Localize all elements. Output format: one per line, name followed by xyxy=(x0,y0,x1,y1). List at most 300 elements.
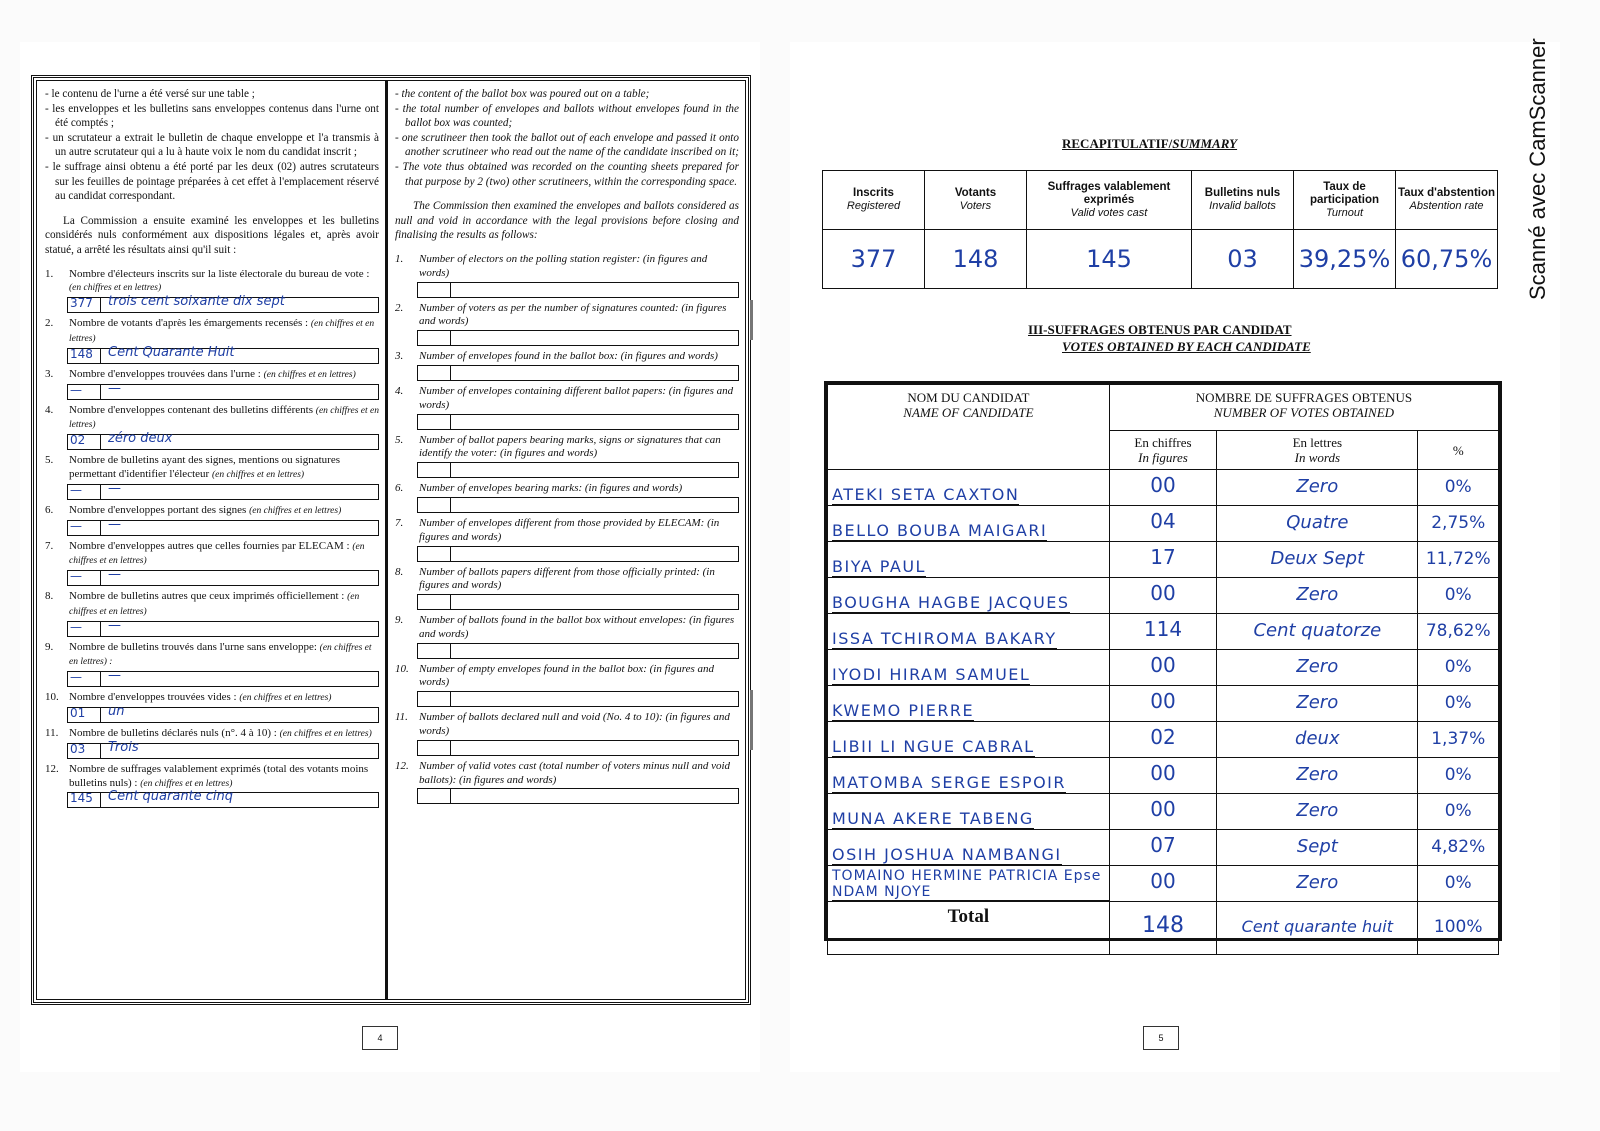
answer-figure-cell xyxy=(418,498,451,512)
candidate-percent: 2,75% xyxy=(1431,512,1486,533)
candidate-percent-cell xyxy=(1418,506,1499,542)
candidate-row xyxy=(828,650,1499,686)
col-header-votes: NOMBRE DE SUFFRAGES OBTENUS NUMBER OF VOTES OBTAINED xyxy=(1109,385,1498,431)
en-item xyxy=(395,253,739,298)
en-item-question xyxy=(395,253,739,281)
candidate-words: Deux Sept xyxy=(1270,547,1365,569)
item-note: (en chiffres et en lettres) xyxy=(279,729,372,740)
fr-commission-text: La Commission a ensuite examiné les enveloppes et les bulletins considérés nuls conformément aux dispositions légales et, après avoir statué, a arrêté les résultats ainsi qu'il suit : xyxy=(45,214,379,256)
en-item-question xyxy=(395,614,739,642)
candidate-name: BELLO BOUBA MAIGARI xyxy=(832,521,1048,540)
fr-item xyxy=(45,727,379,759)
en-item-question xyxy=(395,385,739,413)
answer-words: trois cent soixante dix sept xyxy=(108,294,285,310)
summary-title-fr: RECAPITULATIF/ xyxy=(1062,136,1173,151)
candidate-figures: 07 xyxy=(1150,833,1176,857)
item-note: (en chiffres et en lettres) xyxy=(249,505,342,516)
candidate-words-cell xyxy=(1217,650,1418,686)
fr-item-question xyxy=(45,317,379,347)
en-item-question xyxy=(395,302,739,330)
candidate-name: BOUGHA HAGBE JACQUES xyxy=(832,593,1070,612)
answer-words: — xyxy=(108,380,121,396)
item-question-text: Nombre d'électeurs inscrits sur la liste électorale du bureau de vote : xyxy=(69,267,370,280)
en-intro-line: - the total number of envelopes and ballots without envelopes found in the ballot box was counted; xyxy=(395,102,739,130)
candidate-words: Quatre xyxy=(1286,511,1349,533)
candidate-figures: 04 xyxy=(1150,509,1176,533)
candidate-name: KWEMO PIERRE xyxy=(832,701,975,720)
column-divider xyxy=(385,81,388,999)
total-percent: 100% xyxy=(1418,902,1499,955)
fr-item xyxy=(45,641,379,688)
candidate-name: LIBII LI NGUE CABRAL xyxy=(832,737,1035,756)
candidate-percent-cell xyxy=(1418,758,1499,794)
candidate-figures: 17 xyxy=(1150,545,1176,569)
col-header-name: NOM DU CANDIDAT NAME OF CANDIDATE xyxy=(828,385,1110,470)
candidate-percent-cell xyxy=(1418,614,1499,650)
answer-field[interactable] xyxy=(67,516,379,536)
fr-item xyxy=(45,504,379,536)
fr-item-question xyxy=(45,504,379,519)
candidate-words: Zero xyxy=(1296,799,1339,821)
candidate-row xyxy=(828,614,1499,650)
total-label: Total xyxy=(947,906,990,927)
item-number: 10. xyxy=(45,691,59,704)
item-question-text: Nombre d'enveloppes portant des signes xyxy=(69,503,247,516)
candidate-row xyxy=(828,830,1499,866)
answer-field[interactable] xyxy=(417,740,739,756)
votes-title-fr: III-SUFFRAGES OBTENUS PAR CANDIDAT xyxy=(1028,322,1292,337)
item-question-text: Number of envelopes different from those provided by ELECAM: (in figures and words) xyxy=(419,516,720,543)
candidate-figures: 00 xyxy=(1150,653,1176,677)
answer-field[interactable] xyxy=(67,617,379,637)
candidate-name-cell xyxy=(828,722,1110,758)
candidate-words-cell xyxy=(1217,686,1418,722)
fr-item-question xyxy=(45,691,379,706)
fr-item-question xyxy=(45,454,379,483)
fr-item xyxy=(45,691,379,723)
candidate-percent: 0% xyxy=(1444,656,1472,677)
fr-item xyxy=(45,454,379,500)
answer-field[interactable] xyxy=(67,567,379,586)
fr-item-question xyxy=(45,763,379,792)
candidate-row xyxy=(828,506,1499,542)
item-note: (en chiffres et en lettres) xyxy=(140,778,233,789)
candidate-percent-cell xyxy=(1418,722,1499,758)
item-note: (en chiffres et en lettres) xyxy=(69,283,162,294)
candidate-name-cell xyxy=(828,650,1110,686)
candidate-row xyxy=(828,722,1499,758)
answer-words: — xyxy=(108,617,121,633)
candidate-percent: 0% xyxy=(1444,584,1472,605)
fr-item-question xyxy=(45,268,379,297)
item-question-text: Number of envelopes bearing marks: (in figures and words) xyxy=(419,482,683,495)
item-note: (en chiffres et en lettres) xyxy=(239,693,332,704)
item-question-text: Number of ballots found in the ballot box without envelopes: (in figures and words) xyxy=(419,614,735,640)
candidate-percent: 78,62% xyxy=(1425,620,1491,641)
answer-words: zéro deux xyxy=(108,431,173,447)
fr-item-question xyxy=(45,540,379,570)
candidate-figures: 00 xyxy=(1150,689,1176,713)
answer-field[interactable] xyxy=(417,788,739,804)
answer-figure: 148 xyxy=(70,346,93,361)
summary-header: Inscrits Registered xyxy=(823,171,925,230)
summary-value: 60,75% xyxy=(1396,230,1498,289)
answer-field[interactable] xyxy=(417,546,739,562)
candidate-percent-cell xyxy=(1418,578,1499,614)
en-intro-line: - The vote thus obtained was recorded on the counting sheets prepared for that purpose by 2 (two) other scrutineers, within the corresponding space. xyxy=(395,160,739,188)
item-number: 2. xyxy=(395,301,404,314)
candidate-figures: 00 xyxy=(1150,473,1176,497)
candidate-name: BIYA PAUL xyxy=(832,557,926,576)
candidate-percent: 0% xyxy=(1444,800,1472,821)
item-question-text: Nombre de bulletins trouvés dans l'urne sans enveloppe: xyxy=(69,640,317,653)
answer-field[interactable] xyxy=(67,294,379,313)
candidate-name-cell xyxy=(828,614,1110,650)
candidate-row xyxy=(828,794,1499,830)
item-question-text: Nombre de bulletins déclarés nuls (n°. 4 à 10) : xyxy=(69,727,277,740)
item-number: 11. xyxy=(395,711,408,724)
candidate-percent: 4,82% xyxy=(1431,836,1486,857)
candidate-figures-cell xyxy=(1109,470,1216,506)
answer-words: un xyxy=(108,704,125,720)
candidate-figures-cell xyxy=(1109,542,1216,578)
summary-value: 145 xyxy=(1027,230,1192,289)
candidate-name-cell xyxy=(828,470,1110,506)
total-row xyxy=(828,902,1499,955)
candidate-figures-cell xyxy=(1109,722,1216,758)
candidate-figures-cell xyxy=(1109,578,1216,614)
summary-header: Votants Voters xyxy=(925,171,1027,230)
en-item xyxy=(395,760,739,805)
en-items-list xyxy=(395,253,739,805)
answer-figure: — xyxy=(70,518,82,533)
en-item xyxy=(395,302,739,347)
en-item-question xyxy=(395,482,739,496)
answer-field[interactable] xyxy=(417,691,739,707)
item-number: 8. xyxy=(45,590,54,603)
candidate-name: MATOMBA SERGE ESPOIR xyxy=(832,773,1067,792)
candidate-figures: 00 xyxy=(1150,797,1176,821)
item-number: 1. xyxy=(395,252,404,265)
en-item xyxy=(395,385,739,430)
answer-field[interactable] xyxy=(67,431,379,450)
votes-title xyxy=(1028,322,1311,355)
candidate-words-cell xyxy=(1217,830,1418,866)
candidate-figures: 00 xyxy=(1150,761,1176,785)
item-question-text: Number of ballot papers bearing marks, signs or signatures that can identify the voter: (in figures and words) xyxy=(419,433,721,460)
answer-figure: 377 xyxy=(70,296,93,311)
candidate-words: Zero xyxy=(1296,655,1339,677)
candidate-words-cell xyxy=(1217,794,1418,830)
item-note: (en chiffres et en lettres) xyxy=(263,369,356,380)
fr-item xyxy=(45,763,379,809)
item-number: 11. xyxy=(45,727,59,740)
fr-item xyxy=(45,540,379,587)
en-item-question xyxy=(395,760,739,788)
item-question-text: Number of electors on the polling station register: (in figures and words) xyxy=(419,252,708,279)
english-column xyxy=(395,87,739,808)
votes-title-en: VOTES OBTAINED BY EACH CANDIDATE xyxy=(1062,339,1311,354)
answer-figure-cell xyxy=(418,463,451,477)
item-number: 9. xyxy=(395,614,404,627)
answer-field[interactable] xyxy=(417,497,739,513)
item-question-text: Number of valid votes cast (total number of voters minus null and void ballots): (in figures and words) xyxy=(419,759,731,786)
candidate-figures-cell xyxy=(1109,506,1216,542)
answer-words: — xyxy=(108,668,121,684)
answer-field[interactable] xyxy=(67,480,379,500)
en-item-question xyxy=(395,566,739,594)
summary-value: 03 xyxy=(1192,230,1294,289)
item-question-text: Number of envelopes containing different ballot papers: (in figures and words) xyxy=(419,384,734,411)
candidate-name-cell xyxy=(828,830,1110,866)
candidate-percent: 0% xyxy=(1444,872,1472,893)
answer-figure-cell xyxy=(418,644,451,658)
en-item xyxy=(395,482,739,513)
candidate-figures-cell xyxy=(1109,866,1216,902)
answer-figure: 01 xyxy=(70,706,86,721)
answer-field[interactable] xyxy=(67,789,379,808)
candidate-figures-cell xyxy=(1109,650,1216,686)
candidate-percent-cell xyxy=(1418,650,1499,686)
candidate-figures: 02 xyxy=(1150,725,1176,749)
candidate-words-cell xyxy=(1217,614,1418,650)
answer-figure: — xyxy=(70,482,82,497)
page-number-right: 5 xyxy=(1143,1026,1179,1050)
answer-figure-cell xyxy=(418,547,451,561)
answer-figure-cell xyxy=(418,331,451,345)
en-intro xyxy=(395,87,739,189)
fr-item-question xyxy=(45,368,379,383)
item-question-text: Nombre de votants d'après les émargements recensés : xyxy=(69,317,309,330)
item-number: 7. xyxy=(45,539,54,552)
en-item-question xyxy=(395,350,739,364)
candidate-row xyxy=(828,758,1499,794)
answer-field[interactable] xyxy=(417,643,739,659)
item-number: 10. xyxy=(395,662,409,675)
item-question-text: Number of envelopes found in the ballot box: (in figures and words) xyxy=(419,350,718,363)
item-number: 4. xyxy=(45,403,54,416)
candidate-percent: 0% xyxy=(1444,764,1472,785)
fr-item-question xyxy=(45,641,379,671)
item-number: 9. xyxy=(45,640,54,653)
en-item xyxy=(395,434,739,479)
right-page xyxy=(790,38,1560,1072)
candidate-figures-cell xyxy=(1109,686,1216,722)
candidate-figures: 114 xyxy=(1143,617,1183,641)
answer-figure-cell xyxy=(418,415,451,429)
answer-words: — xyxy=(108,480,121,496)
candidate-words-cell xyxy=(1217,470,1418,506)
answer-field[interactable] xyxy=(67,344,379,364)
item-question-text: Nombre de bulletins autres que ceux imprimés officiellement : xyxy=(69,590,345,603)
candidate-name-cell xyxy=(828,866,1110,902)
item-question-text: Nombre de suffrages valablement exprimés (total des votants moins bulletins nuls) : xyxy=(69,762,369,789)
en-item xyxy=(395,711,739,756)
answer-field[interactable] xyxy=(67,704,379,723)
candidate-name: IYODI HIRAM SAMUEL xyxy=(832,665,1031,684)
candidate-row xyxy=(828,542,1499,578)
item-question-text: Nombre d'enveloppes trouvées vides : xyxy=(69,691,237,704)
item-note: (en chiffres et en lettres) xyxy=(211,469,305,480)
answer-field[interactable] xyxy=(417,365,739,381)
fr-items-list xyxy=(45,268,379,809)
answer-figure-cell xyxy=(418,692,451,706)
en-item-question xyxy=(395,517,739,545)
votes-table xyxy=(827,384,1499,955)
summary-value: 377 xyxy=(823,230,925,289)
candidate-percent: 1,37% xyxy=(1431,728,1486,749)
item-number: 6. xyxy=(395,482,404,495)
candidate-words-cell xyxy=(1217,722,1418,758)
item-note: (en chiffres et en lettres) xyxy=(69,541,365,567)
candidate-percent: 0% xyxy=(1444,476,1472,497)
candidate-figures-cell xyxy=(1109,614,1216,650)
item-question-text: Nombre de bulletins ayant des signes, mentions ou signatures permettant d'identifier l'électeur xyxy=(69,454,340,480)
summary-value: 148 xyxy=(925,230,1027,289)
answer-figure: — xyxy=(70,382,82,397)
candidate-words: Zero xyxy=(1296,763,1339,785)
answer-figure: 02 xyxy=(70,433,86,448)
fr-item-question xyxy=(45,590,379,620)
answer-field[interactable] xyxy=(67,668,379,687)
candidate-words: Zero xyxy=(1296,475,1339,497)
candidate-name: OSIH JOSHUA NAMBANGI xyxy=(832,845,1062,864)
item-question-text: Number of ballots papers different from those officially printed: (in figures and words) xyxy=(419,565,715,592)
fr-intro xyxy=(45,87,379,204)
en-intro-line: - one scrutineer then took the ballot out of each envelope and passed it onto another scrutineer who read out the name of the candidate inscribed on it; xyxy=(395,131,739,159)
item-number: 8. xyxy=(395,565,404,578)
summary-value: 39,25% xyxy=(1294,230,1396,289)
candidate-words: Sept xyxy=(1296,835,1338,857)
candidate-name-cell xyxy=(828,794,1110,830)
item-number: 5. xyxy=(45,454,54,467)
en-item xyxy=(395,517,739,562)
en-item-question xyxy=(395,663,739,691)
candidate-figures-cell xyxy=(1109,794,1216,830)
summary-header: Suffrages valablement exprimés Valid votes cast xyxy=(1027,171,1192,230)
answer-words: — xyxy=(108,516,121,532)
fr-item xyxy=(45,404,379,451)
candidate-words-cell xyxy=(1217,542,1418,578)
fr-item-question xyxy=(45,404,379,434)
fr-intro-line: - les enveloppes et les bulletins sans enveloppes contenus dans l'urne ont été comptés ; xyxy=(45,102,379,130)
en-item xyxy=(395,614,739,659)
left-page xyxy=(20,42,760,1072)
candidate-name: ATEKI SETA CAXTON xyxy=(832,485,1020,504)
fr-item xyxy=(45,590,379,637)
answer-field[interactable] xyxy=(417,330,739,346)
item-question-text: Number of voters as per the number of signatures counted: (in figures and words) xyxy=(419,301,727,328)
item-number: 12. xyxy=(45,762,59,775)
summary-title xyxy=(1062,136,1237,152)
candidate-name-cell xyxy=(828,686,1110,722)
candidate-name-cell xyxy=(828,506,1110,542)
form-frame xyxy=(31,75,751,1005)
candidate-name: ISSA TCHIROMA BAKARY xyxy=(832,629,1057,648)
candidate-name-cell xyxy=(828,758,1110,794)
answer-field[interactable] xyxy=(67,380,379,400)
page-number-left: 4 xyxy=(362,1026,398,1050)
votes-table-frame xyxy=(824,381,1502,941)
summary-table xyxy=(822,170,1498,289)
candidate-words: Zero xyxy=(1296,583,1339,605)
candidate-words-cell xyxy=(1217,758,1418,794)
col-header-words: En lettres In words xyxy=(1217,431,1418,470)
item-number: 2. xyxy=(45,317,54,330)
item-note: (en chiffres et en lettres) xyxy=(69,592,360,617)
summary-header: Taux d'abstention Abstention rate xyxy=(1396,171,1498,230)
summary-header: Taux de participation Turnout xyxy=(1294,171,1396,230)
fr-intro-line: - le contenu de l'urne a été versé sur une table ; xyxy=(45,88,255,100)
fr-item xyxy=(45,317,379,364)
candidate-row xyxy=(828,686,1499,722)
answer-figure-cell xyxy=(418,789,451,803)
item-number: 4. xyxy=(395,384,404,397)
binding-marks xyxy=(750,300,758,780)
item-number: 5. xyxy=(395,433,404,446)
summary-title-en: SUMMARY xyxy=(1172,136,1238,151)
answer-field[interactable] xyxy=(417,414,739,430)
answer-field[interactable] xyxy=(417,594,739,610)
answer-figure-cell xyxy=(418,741,451,755)
total-figures: 148 xyxy=(1109,902,1216,955)
en-intro-line: - the content of the ballot box was poured out on a table; xyxy=(395,88,650,100)
answer-words: Trois xyxy=(108,739,139,755)
item-note: (en chiffres et en lettres) xyxy=(69,319,375,344)
answer-figure: 145 xyxy=(70,791,93,806)
fr-item xyxy=(45,368,379,400)
answer-figure: — xyxy=(70,619,82,634)
candidate-words: deux xyxy=(1295,727,1340,749)
candidate-percent: 11,72% xyxy=(1425,548,1491,569)
answer-figure: 03 xyxy=(70,741,86,756)
candidate-words-cell xyxy=(1217,578,1418,614)
col-header-figures: En chiffres In figures xyxy=(1109,431,1216,470)
candidate-words: Cent quatorze xyxy=(1253,619,1382,641)
answer-figure-cell xyxy=(418,366,451,380)
candidate-words: Zero xyxy=(1296,871,1339,893)
answer-figure: — xyxy=(70,670,82,685)
item-question-text: Number of empty envelopes found in the ballot box: (in figures and words) xyxy=(419,662,715,689)
candidate-row xyxy=(828,578,1499,614)
answer-words: Cent Quarante Huit xyxy=(108,344,235,360)
answer-words: Cent quarante cinq xyxy=(108,789,234,805)
candidate-figures-cell xyxy=(1109,758,1216,794)
fr-intro-line: - un scrutateur a extrait le bulletin de chaque enveloppe et l'a transmis à un autre scrutateur qui a lu à haute voix le nom du candidat inscrit ; xyxy=(45,131,379,159)
candidate-percent-cell xyxy=(1418,830,1499,866)
candidate-percent-cell xyxy=(1418,470,1499,506)
item-number: 6. xyxy=(45,503,54,516)
answer-words: — xyxy=(108,567,121,583)
answer-figure-cell xyxy=(418,595,451,609)
answer-field[interactable] xyxy=(417,282,739,298)
summary-header: Bulletins nuls Invalid ballots xyxy=(1192,171,1294,230)
candidate-row xyxy=(828,470,1499,506)
en-item xyxy=(395,350,739,381)
en-item xyxy=(395,566,739,611)
item-question-text: Nombre d'enveloppes autres que celles fournies par ELECAM : xyxy=(69,539,350,552)
candidate-percent-cell xyxy=(1418,542,1499,578)
answer-field[interactable] xyxy=(67,739,379,759)
candidate-name-cell xyxy=(828,578,1110,614)
answer-field[interactable] xyxy=(417,462,739,478)
candidate-words-cell xyxy=(1217,866,1418,902)
answer-figure-cell xyxy=(418,283,451,297)
candidate-name: MUNA AKERE TABENG xyxy=(832,809,1034,828)
en-item-question xyxy=(395,434,739,462)
item-number: 7. xyxy=(395,516,404,529)
fr-intro-line: - le suffrage ainsi obtenu a été porté par les deux (02) autres scrutateurs sur les feuilles de pointage préparées à cet effet à l'emplacement réservé au candidat correspondant. xyxy=(45,160,379,203)
